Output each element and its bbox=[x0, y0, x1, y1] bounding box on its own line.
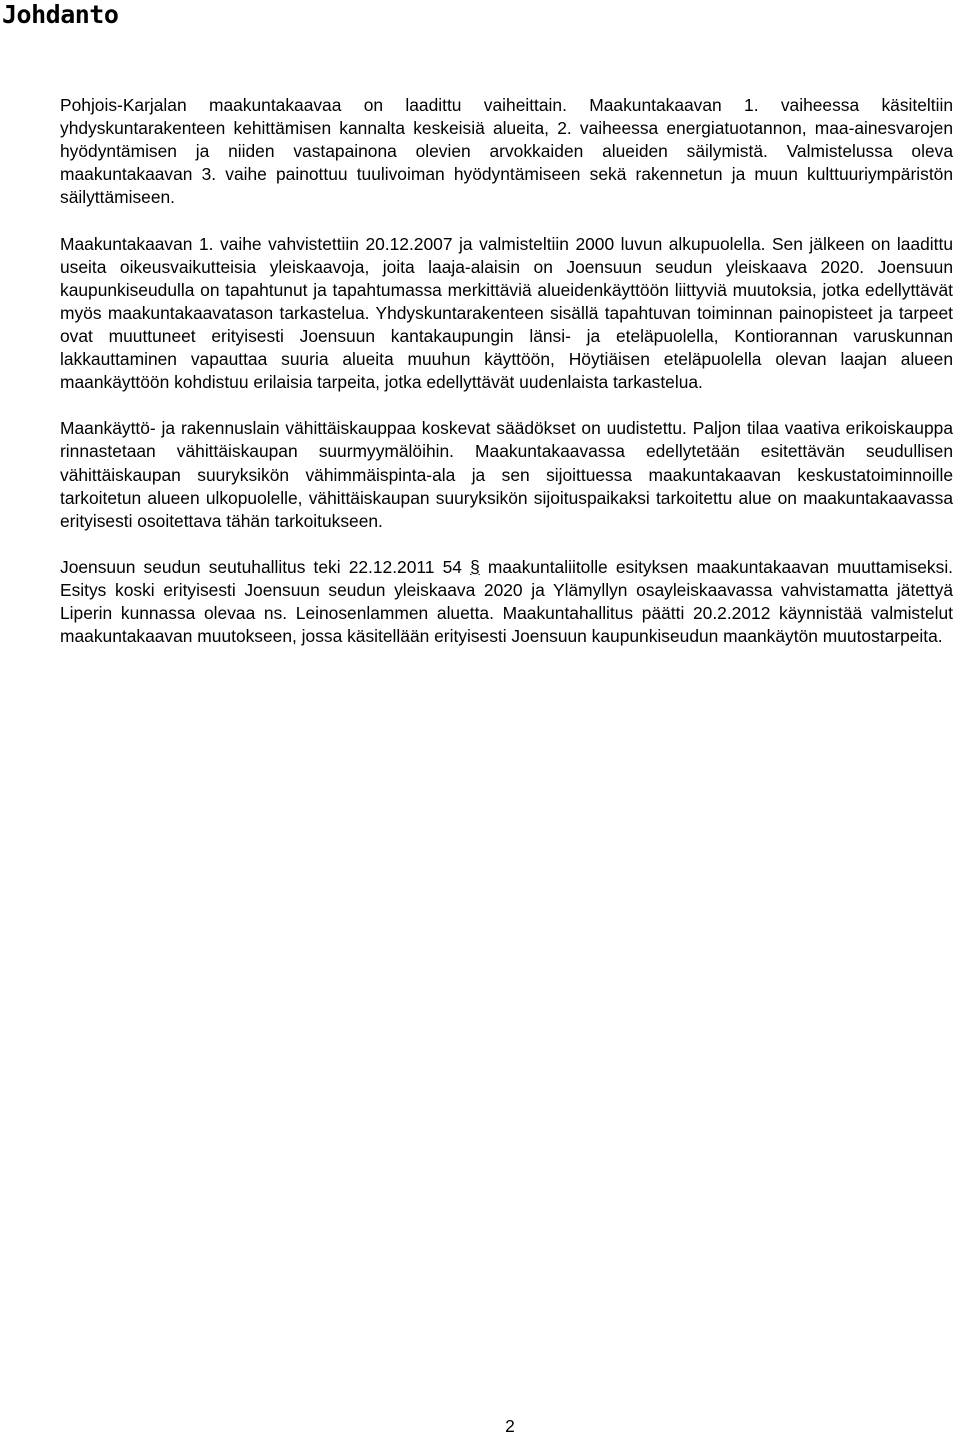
paragraph-2: Maakuntakaavan 1. vaihe vahvistettiin 20.12.2007 ja valmisteltiin 2000 luvun alkupuolella. Sen jälkeen on laadittu useita oikeusvaikutteisia yleiskaavoja, joita laaja-alaisin on Joensuun seudun yleiskaava 2020. Joensuun kaupunkiseudulla on tapahtunut ja tapahtumassa merkittäviä alueidenkäyttöön liittyviä muutoksia, jotka edellyttävät myös maakuntakaavatason tarkastelua. Yhdyskuntarakenteen sisällä tapahtuvan toiminnan painopisteet ja tarpeet ovat muuttuneet erityisesti Joensuun kantakaupungin länsi- ja eteläpuolella, Kontiorannan varuskunnan lakkauttaminen vapauttaa suuria alueita muuhun käyttöön, Höytiäisen eteläpuolella olevan laajan alueen maankäyttöön kohdistuu erilaisia tarpeita, jotka edellyttävät uudenlaista tarkastelua. bbox=[60, 233, 953, 393]
paragraph-4-part-1: Joensuun seudun seutuhallitus teki 22.12.2011 54 bbox=[60, 556, 471, 577]
paragraph-3: Maankäyttö- ja rakennuslain vähittäiskauppaa koskevat säädökset on uudistettu. Paljon tilaa vaativa erikoiskauppa rinnastetaan vähittäiskaupan suurmyymälöihin. Maakuntakaavassa edellytetään esitettävän seudullisen vähittäiskaupan suuryksikön vähimmäispinta-ala ja sen sijoittuessa maakuntakaavan keskustatoiminnoille tarkoitetun alueen ulkopuolelle, vähittäiskaupan suuryksikön sijoituspaikaksi tarkoitettu alue on maakuntakaavassa erityisesti osoitettava tähän tarkoitukseen. bbox=[60, 418, 953, 531]
paragraph-4 bbox=[60, 556, 953, 648]
paragraph-4-part-2: maakuntaliitolle esityksen maakuntakaavan muuttamiseksi. Esitys koski erityisesti Joensuun seudun yleiskaava 2020 ja Ylämyllyn osayleiskaavassa vahvistamatta jätettyä Liperin kunnassa olevaa ns. Leinosenlammen aluetta. Maakuntahallitus päätti 20.2.2012 käynnistää valmistelut maakuntakaavan muutokseen, jossa käsitellään erityisesti Joensuun kaupunkiseudun maankäytön muutostarpeita. bbox=[60, 556, 954, 647]
page-number: 2 bbox=[505, 1416, 515, 1436]
section-sign: § bbox=[470, 556, 480, 577]
page-title: Johdanto bbox=[2, 0, 119, 29]
document-body bbox=[60, 94, 953, 671]
paragraph-1: Pohjois-Karjalan maakuntakaavaa on laadittu vaiheittain. Maakuntakaavan 1. vaiheessa käsiteltiin yhdyskuntarakenteen kehittämisen kannalta keskeisiä alueita, 2. vaiheessa energiatuotannon, maa-ainesvarojen hyödyntämisen ja niiden vastapainona olevien arvokkaiden alueiden säilymistä. Valmistelussa oleva maakuntakaavan 3. vaihe painottuu tuulivoiman hyödyntämiseen sekä rakennetun ja muun kulttuuriympäristön säilyttämiseen. bbox=[60, 95, 953, 208]
